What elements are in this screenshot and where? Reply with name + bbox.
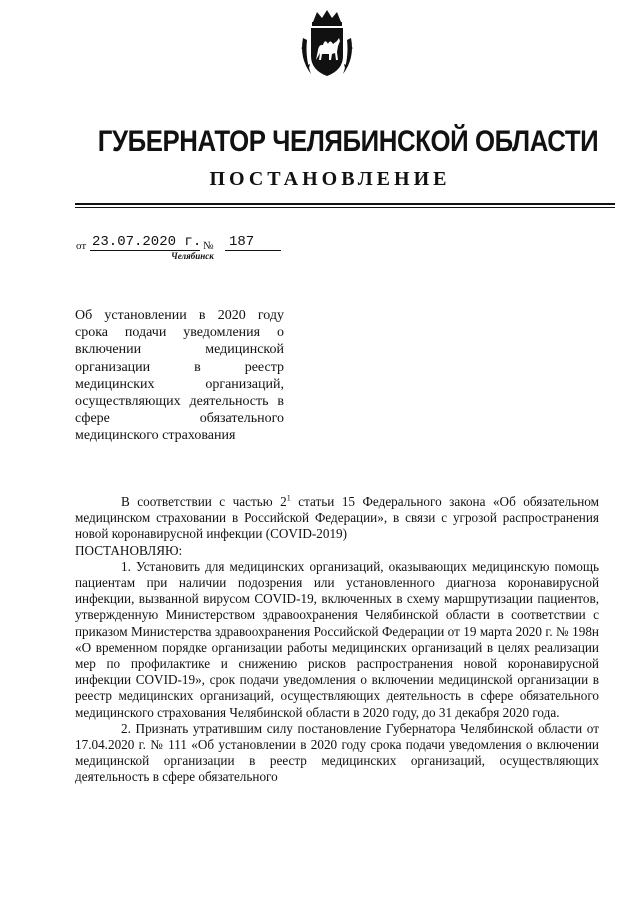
- resolve-heading: ПОСТАНОВЛЯЮ:: [75, 542, 183, 558]
- governor-title: ГУБЕРНАТОР ЧЕЛЯБИНСКОЙ ОБЛАСТИ: [97, 125, 599, 158]
- document-body: [75, 494, 599, 786]
- document-type: ПОСТАНОВЛЕНИЕ: [209, 168, 451, 190]
- header-divider-thin: [75, 207, 615, 208]
- preamble-paragraph: [75, 494, 599, 543]
- chelyabinsk-coat-of-arms-icon: [297, 8, 357, 80]
- document-number: 187: [225, 234, 281, 251]
- document-subject: Об установлении в 2020 году срока подачи уведомления о включении медицинской организации в реестр медицинских организаций, осуществляющих деятельность в сфере обязательного медицинского страхования: [75, 308, 284, 444]
- document-date: 23.07.2020 г.: [92, 234, 202, 250]
- number-label: №: [203, 240, 214, 252]
- header-divider: [75, 203, 615, 205]
- date-prefix-label: от: [76, 240, 87, 252]
- city-label: Челябинск: [171, 251, 214, 261]
- preamble-text-cont: статьи 15 Федерального закона «Об обязательном медицинском страховании в Российской Федерации», в связи с угрозой распространения новой коронавирусной инфекции (COVID-2019): [75, 494, 599, 542]
- item-1-paragraph: 1. Установить для медицинских организаций, оказывающих медицинскую помощь пациентам при наличии подозрения или установленного диагноза коронавирусной инфекции, вызванной вирусом COVID-19, включенных в схему маршрутизации пациентов, утвержденную Министерством здравоохранения Челябинской области в соответствии с приказом Министерства здравоохранения Российской Федерации от 19 марта 2020 г. № 198н «О временном порядке организации работы медицинских организаций в целях реализации мер по профилактике и снижению рисков распространения новой коронавирусной инфекции COVID-19», срок подачи уведомления о включении медицинской организации в реестр медицинских организаций, осуществляющих деятельность в сфере обязательного медицинского страхования Челябинской области в 2020 году, до 31 декабря 2020 года.: [75, 558, 599, 720]
- preamble-text: В соответствии с частью 2: [121, 494, 287, 509]
- item-2-paragraph: 2. Признать утратившим силу постановление Губернатора Челябинской области от 17.04.2020 г. № 111 «Об установлении в 2020 году срока подачи уведомления о включении медицинской организации в реестр медицинских организаций, осуществляющих деятельность в сфере обязательного: [75, 720, 599, 785]
- superscript: 1: [286, 493, 291, 503]
